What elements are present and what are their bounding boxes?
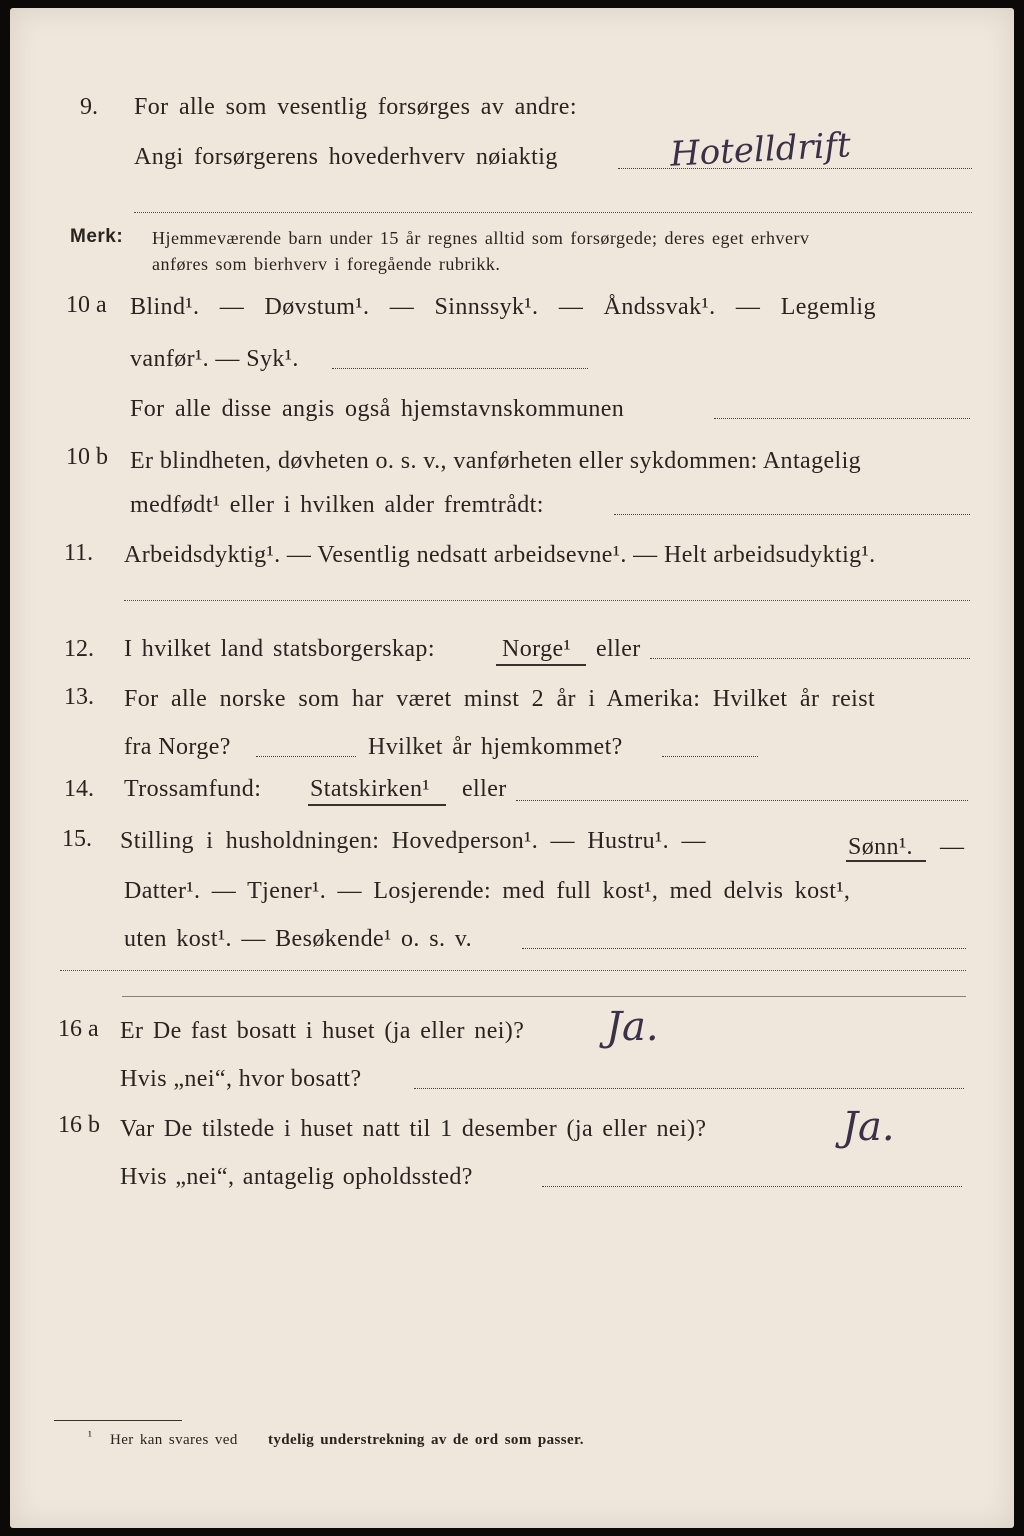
merk-label: Merk: [70, 226, 124, 247]
q9-number: 9. [80, 94, 98, 120]
q16b-handwritten-answer: Ja. [842, 1104, 895, 1150]
q16a-line1: Er De fast bosatt i huset (ja eller nei)? [120, 1018, 525, 1044]
q10b-answer-line [614, 514, 970, 515]
census-form-page [10, 8, 1014, 1528]
q15-option-sonn: Sønn¹. [848, 834, 913, 860]
q12-answer-line [650, 658, 970, 659]
q16b-line2: Hvis „nei“, antagelig opholdssted? [120, 1164, 473, 1190]
q10a-line1: Blind¹. — Døvstum¹. — Sinnssyk¹. — Åndssvak¹. — Legemlig [130, 294, 876, 320]
q16b-number: 16 b [58, 1112, 100, 1138]
q14-option-statskirken: Statskirken¹ [310, 776, 430, 802]
q10a-line3: For alle disse angis også hjemstavnskommunen [130, 396, 625, 422]
q9-handwritten-answer: Hotelldrift [669, 125, 852, 175]
q15-number: 15. [62, 826, 92, 852]
section-separator-2 [122, 996, 966, 997]
q15-answer-line [522, 948, 966, 949]
q16a-answer-line [414, 1088, 964, 1089]
q15-line3: uten kost¹. — Besøkende¹ o. s. v. [124, 926, 473, 952]
q16b-line1: Var De tilstede i huset natt til 1 desember (ja eller nei)? [120, 1116, 707, 1142]
q10a-hometown-line [714, 418, 970, 419]
q12-number: 12. [64, 636, 94, 662]
q10b-number: 10 b [66, 444, 108, 470]
q14-number: 14. [64, 776, 94, 802]
q9-line1: For alle som vesentlig forsørges av andre: [134, 94, 577, 120]
q9-extra-line [134, 212, 972, 213]
footnote-rule [54, 1420, 182, 1421]
q13-year-home-line [662, 756, 758, 757]
q13-line1: For alle norske som har været minst 2 år i Amerika: Hvilket år reist [124, 686, 876, 712]
q11-answer-line [124, 600, 970, 601]
q16a-handwritten-answer: Ja. [606, 1004, 659, 1050]
q10a-number: 10 a [66, 292, 107, 318]
q13-number: 13. [64, 684, 94, 710]
q12-suffix: eller [596, 636, 641, 662]
footnote-text-a: Her kan svares ved [110, 1432, 238, 1448]
q10a-line2: vanfør¹. — Syk¹. [130, 346, 299, 372]
q12-prefix: I hvilket land statsborgerskap: [124, 636, 435, 662]
footnote-mark: ¹ [88, 1428, 93, 1443]
q15-line1a: Stilling i husholdningen: Hovedperson¹. — Hustru¹. — [120, 828, 706, 854]
q15-underline-mark [846, 860, 926, 862]
merk-line1: Hjemmeværende barn under 15 år regnes alltid som forsørgede; deres eget erhverv [152, 228, 810, 248]
q14-suffix: eller [462, 776, 507, 802]
q9-line2: Angi forsørgerens hovederhverv nøiaktig [134, 144, 558, 170]
q13-year-left-line [256, 756, 356, 757]
q13-line2a: fra Norge? [124, 734, 231, 760]
q15-line2: Datter¹. — Tjener¹. — Losjerende: med full kost¹, med delvis kost¹, [124, 878, 851, 904]
section-separator-1 [60, 970, 966, 971]
q16a-line2: Hvis „nei“, hvor bosatt? [120, 1066, 362, 1092]
footnote-text-b: tydelig understrekning av de ord som passer. [268, 1432, 584, 1448]
q12-underline-mark [496, 664, 586, 666]
q16b-answer-line [542, 1186, 962, 1187]
q13-line2b: Hvilket år hjemkommet? [368, 734, 623, 760]
q10b-line1: Er blindheten, døvheten o. s. v., vanførheten eller sykdommen: Antagelig [130, 448, 862, 474]
q12-option-norge: Norge¹ [502, 636, 572, 662]
q10b-line2: medfødt¹ eller i hvilken alder fremtrådt: [130, 492, 544, 518]
q14-underline-mark [308, 804, 446, 806]
q11-line1: Arbeidsdyktig¹. — Vesentlig nedsatt arbeidsevne¹. — Helt arbeidsudyktig¹. [124, 542, 876, 568]
q14-answer-line [516, 800, 968, 801]
q15-dash: — [940, 834, 965, 860]
q14-prefix: Trossamfund: [124, 776, 262, 802]
q16a-number: 16 a [58, 1016, 99, 1042]
q10a-syk-line [332, 368, 588, 369]
merk-line2: anføres som bierhverv i foregående rubrikk. [152, 254, 501, 274]
q11-number: 11. [64, 540, 94, 566]
